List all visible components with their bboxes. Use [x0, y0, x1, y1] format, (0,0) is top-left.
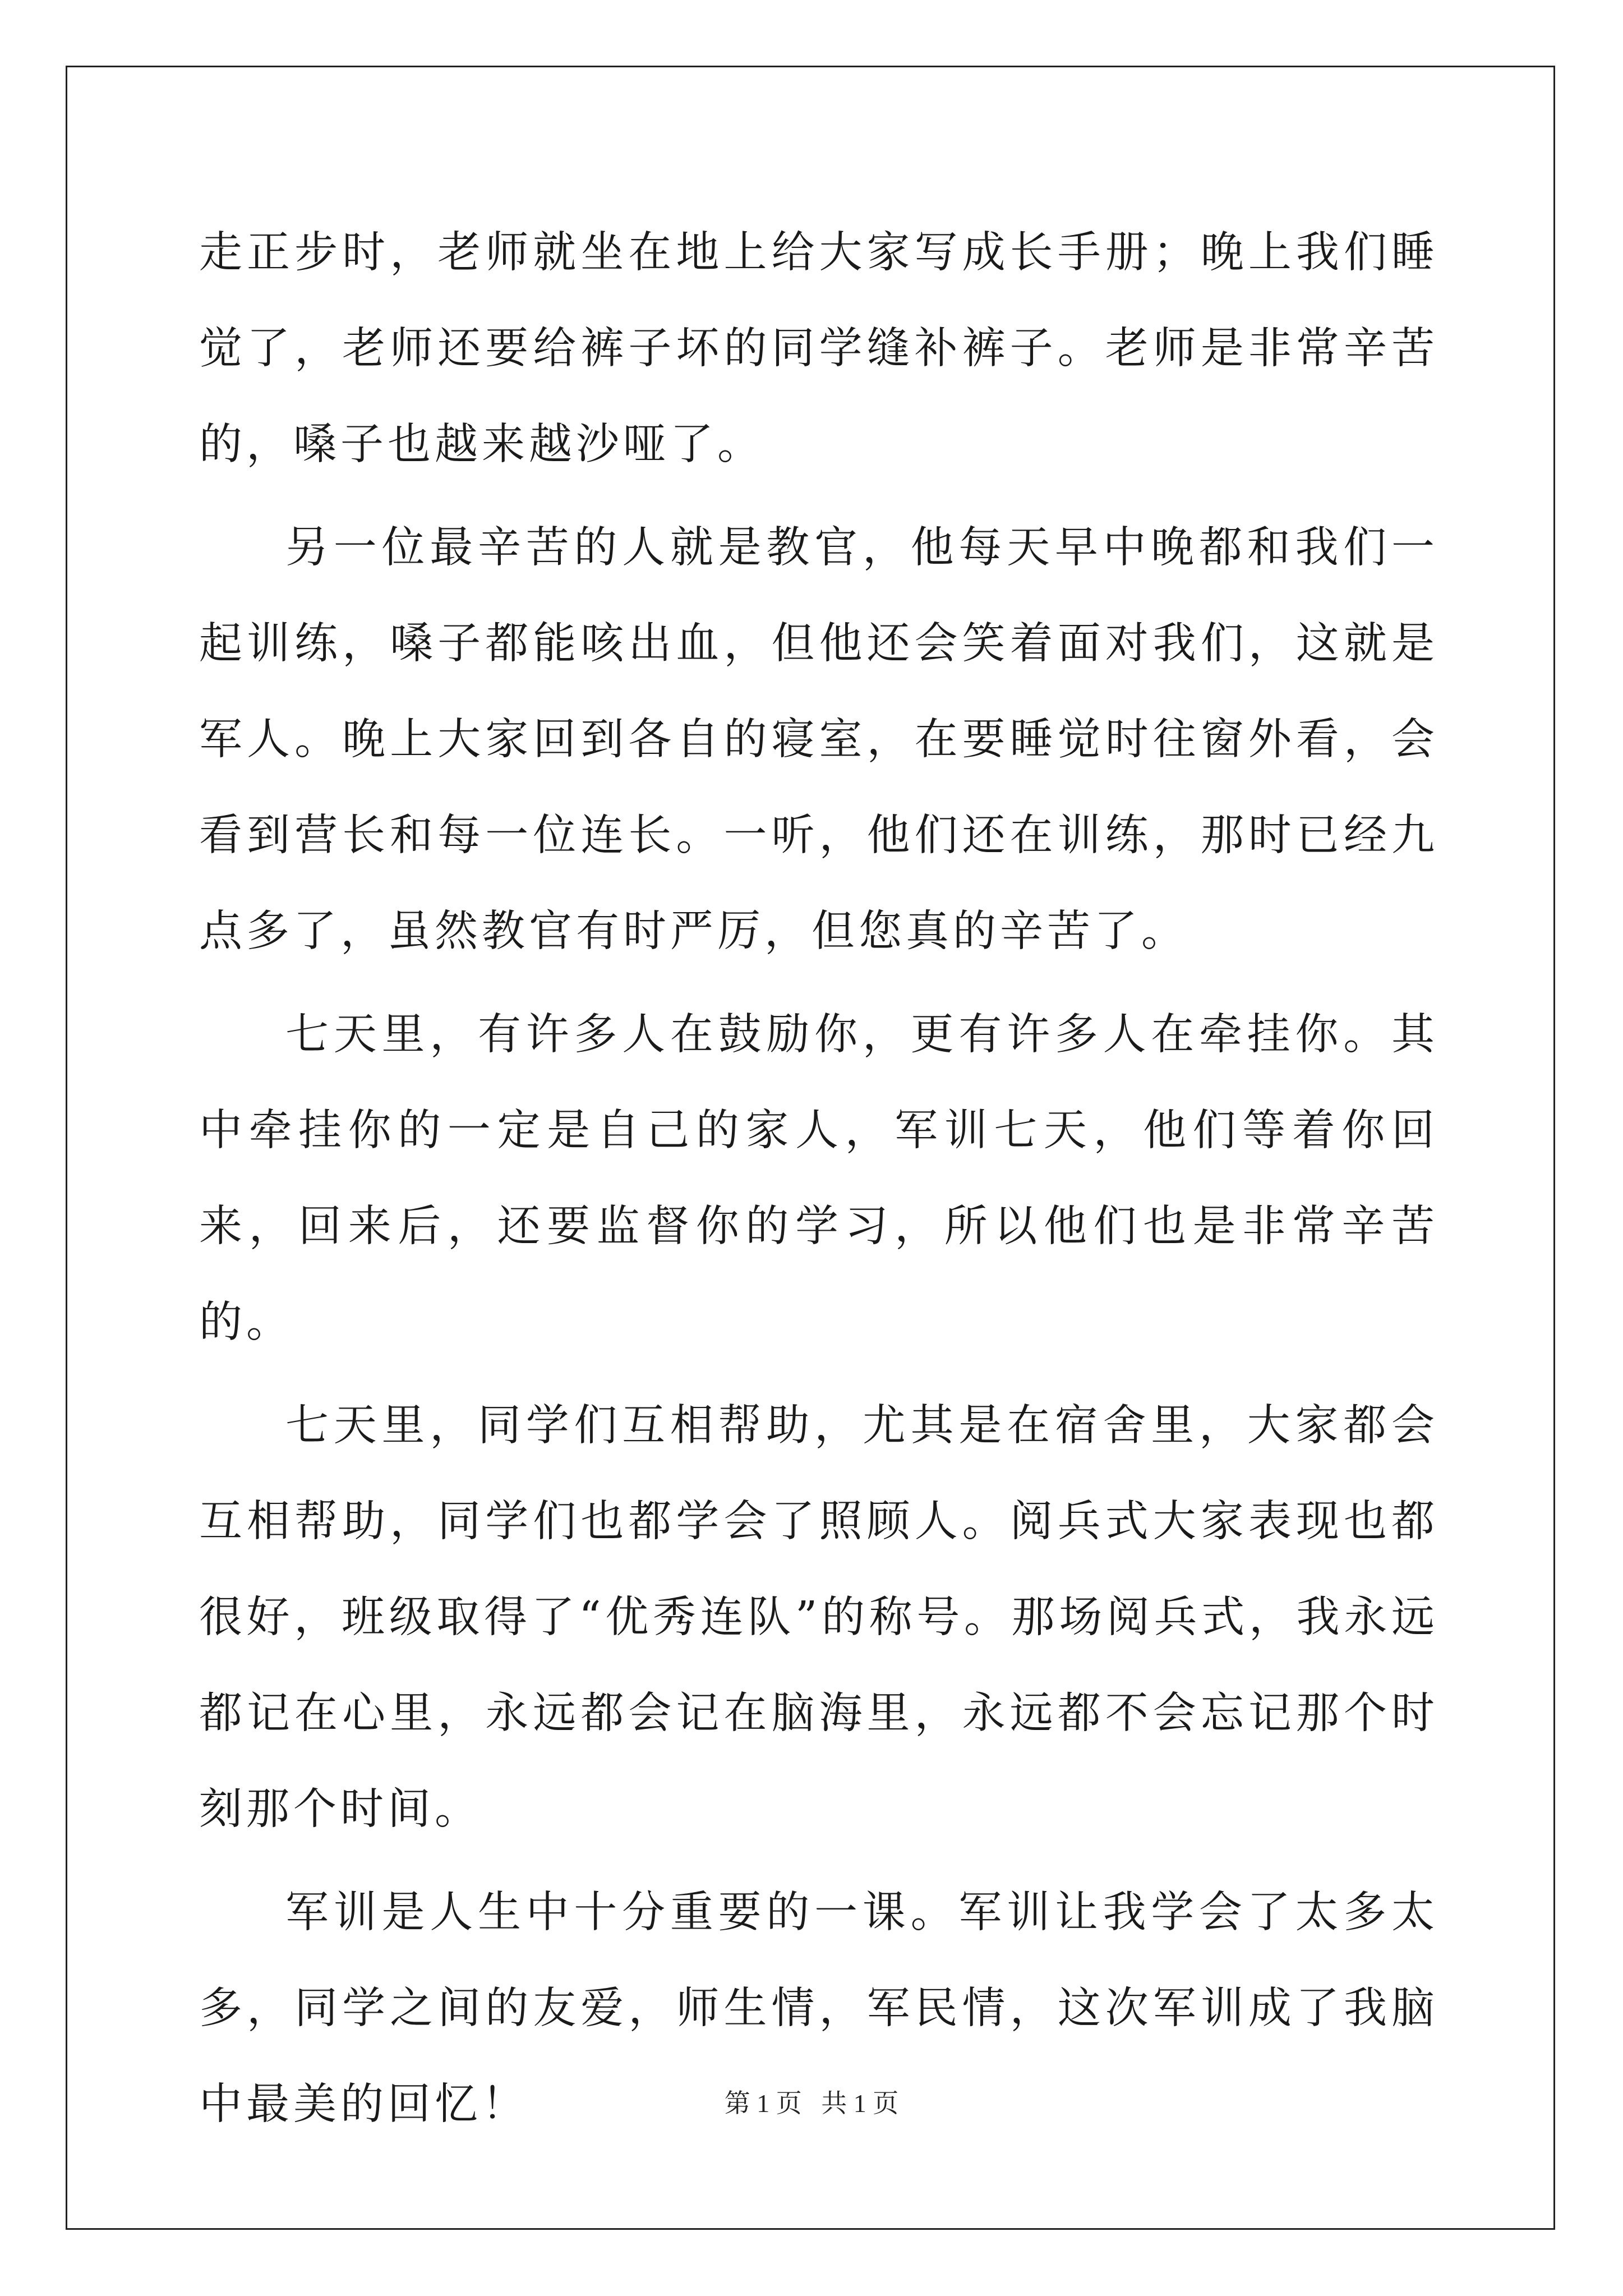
paragraph: 七天里，有许多人在鼓励你，更有许多人在牵挂你。其中牵挂你的一定是自己的家人，军训七天，他们等着你回来，回来后，还要监督你的学习，所以他们也是非常辛苦的。	[199, 1010, 1438, 1347]
document-body	[199, 205, 1438, 2152]
paragraph: 另一位最辛苦的人就是教官，他每天早中晚都和我们一起训练，嗓子都能咳出血，但他还会笑着面对我们，这就是军人。晚上大家回到各自的寝室，在要睡觉时往窗外看，会看到营长和每一位连长。一听，他们还在训练，那时已经九点多了，虽然教官有时严厉，但您真的辛苦了。	[199, 523, 1438, 956]
page-footer	[0, 2087, 1623, 2120]
paragraph: 七天里，同学们互相帮助，尤其是在宿舍里，大家都会互相帮助，同学们也都学会了照顾人。阅兵式大家表现也都很好，班级取得了“优秀连队”的称号。那场阅兵式，我永远都记在心里，永远都会记在脑海里，永远都不会忘记那个时刻那个时间。	[199, 1401, 1438, 1834]
paragraph: 走正步时，老师就坐在地上给大家写成长手册；晚上我们睡觉了，老师还要给裤子坏的同学缝补裤子。老师是非常辛苦的，嗓子也越来越沙哑了。	[199, 228, 1438, 470]
page-number: 第 1 页 共 1 页	[724, 2089, 899, 2118]
paragraph: 军训是人生中十分重要的一课。军训让我学会了太多太多，同学之间的友爱，师生情，军民情，这次军训成了我脑中最美的回忆！	[199, 1888, 1438, 2129]
